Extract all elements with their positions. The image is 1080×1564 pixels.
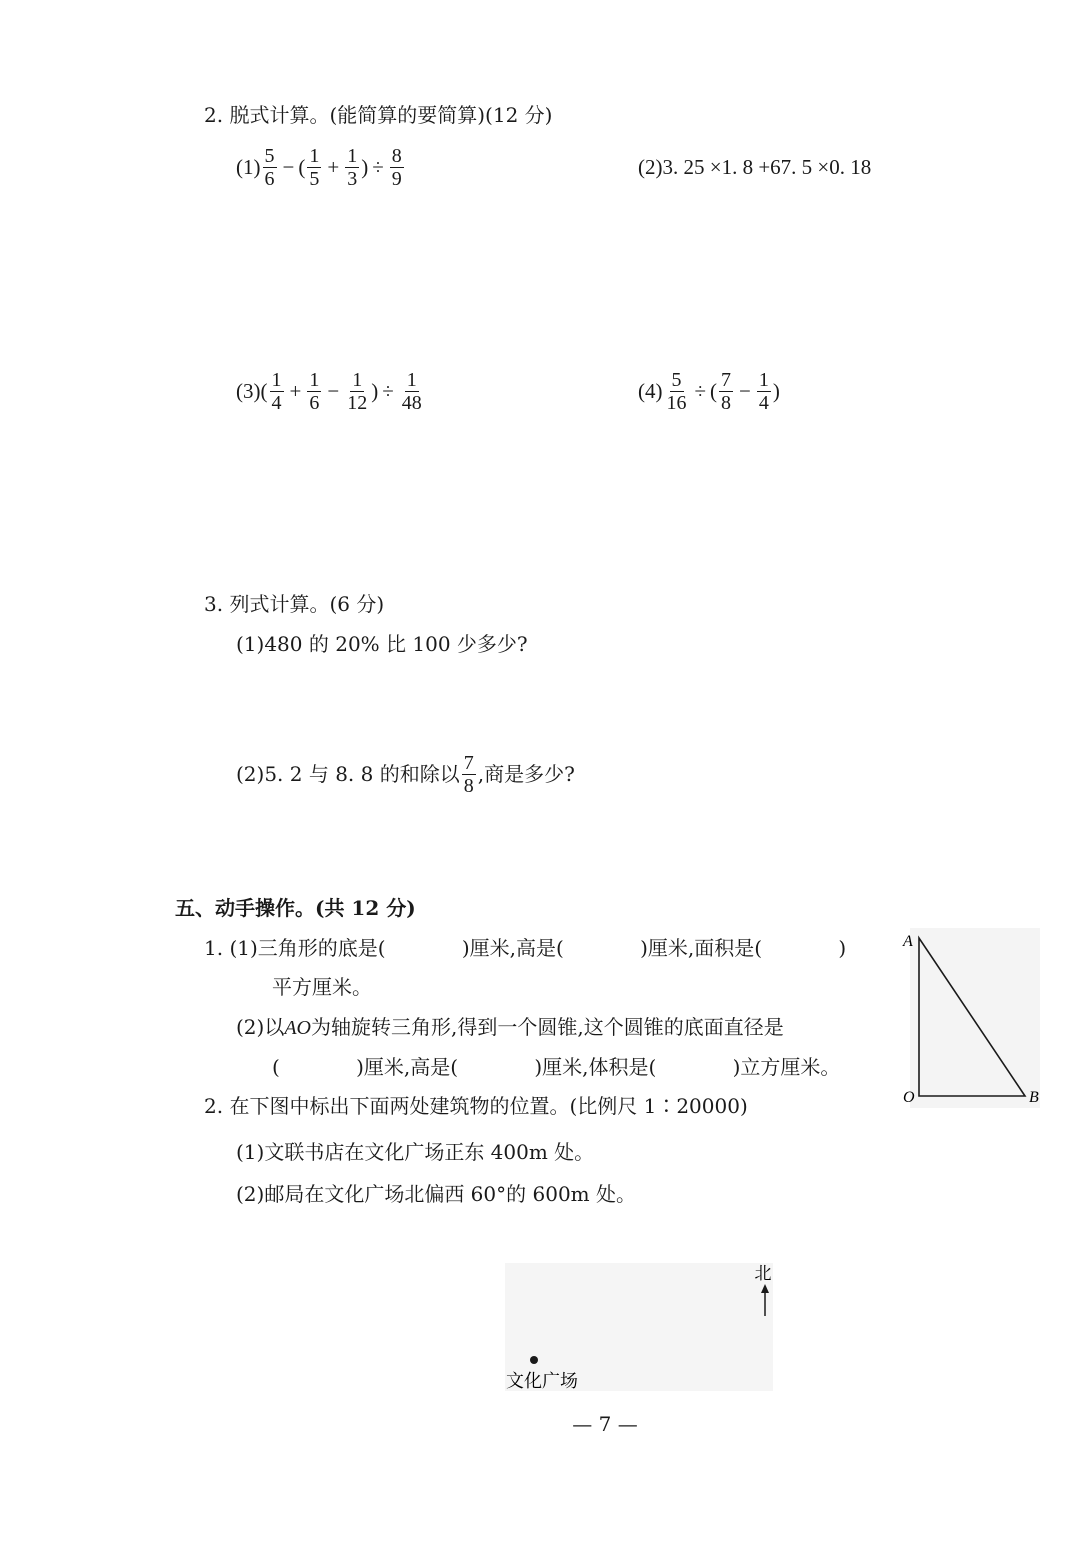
q5-2-1-text: (1)文联书店在文化广场正东 400m 处。	[236, 1140, 595, 1164]
fraction: $\frac{1}{3}$	[347, 144, 358, 190]
q5-2-title: 2. 在下图中标出下面两处建筑物的位置。(比例尺 1∶20000)	[204, 1094, 748, 1118]
q2-2-expression: (2)3. 25 ×1. 8 +67. 5 ×0. 18	[638, 154, 872, 179]
map-figure	[505, 1258, 775, 1393]
q5-1-2-line1: (2)以AO为轴旋转三角形,得到一个圆锥,这个圆锥的底面直径是	[236, 1015, 784, 1039]
fraction: $\frac{1}{48}$	[401, 368, 422, 414]
fraction: $\frac{7}{8}$	[463, 751, 474, 797]
ao-label: AO	[284, 1017, 312, 1039]
fraction: $\frac{7}{8}$	[721, 368, 732, 414]
q2-3-expression: (3) ( $\frac{1}{4}$ + $\frac{1}{6}$ − $\frac{1}{12}$ ) ÷ $\frac{1}{48}$	[236, 368, 422, 414]
triangle-figure	[895, 920, 1050, 1115]
q2-4-label: (4)	[638, 378, 663, 403]
q3-title: 3. 列式计算。(6 分)	[204, 592, 385, 616]
fraction: $\frac{8}{9}$	[391, 144, 402, 190]
fraction: $\frac{1}{4}$	[758, 368, 769, 414]
q5-1-line1: 1. (1)三角形的底是( )厘米,高是( )厘米,面积是( )	[204, 936, 847, 960]
q3-1-text: (1)480 的 20% 比 100 少多少?	[236, 632, 528, 656]
plaza-label: 文化广场	[506, 1371, 578, 1392]
q3-2-text: (2)5. 2 与 8. 8 的和除以 $\frac{7}{8}$ ,商是多少?	[236, 751, 575, 797]
q5-2-2-text: (2)邮局在文化广场北偏西 60°的 600m 处。	[236, 1182, 636, 1206]
q2-1-expression: (1) $\frac{5}{6}$ − ( $\frac{1}{5}$ + $\frac{1}{3}$ ) ÷ $\frac{8}{9}$	[236, 144, 402, 190]
section-five-title: 五、动手操作。(共 12 分)	[175, 896, 416, 920]
fraction: $\frac{1}{5}$	[309, 144, 320, 190]
q2-4-expression: (4) $\frac{5}{16}$ ÷ ( $\frac{7}{8}$ − $\frac{1}{4}$ )	[638, 368, 780, 414]
plaza-point	[530, 1356, 538, 1364]
q5-1-line2: 平方厘米。	[272, 975, 372, 999]
fraction: $\frac{5}{16}$	[666, 368, 687, 414]
label-a: A	[903, 933, 913, 950]
fraction: $\frac{1}{12}$	[347, 368, 368, 414]
fraction: $\frac{5}{6}$	[264, 144, 275, 190]
q5-1-2-line2: ( )厘米,高是( )厘米,体积是( )立方厘米。	[272, 1055, 841, 1079]
q2-3-label: (3)	[236, 378, 261, 403]
fraction: $\frac{1}{6}$	[309, 368, 320, 414]
q2-1-label: (1)	[236, 154, 261, 179]
fraction: $\frac{1}{4}$	[271, 368, 282, 414]
label-b: B	[1029, 1089, 1039, 1106]
label-o: O	[903, 1089, 915, 1106]
north-label: 北	[754, 1264, 772, 1284]
page-number: — 7 —	[572, 1412, 638, 1436]
q2-title: 2. 脱式计算。(能简算的要简算)(12 分)	[204, 103, 553, 127]
